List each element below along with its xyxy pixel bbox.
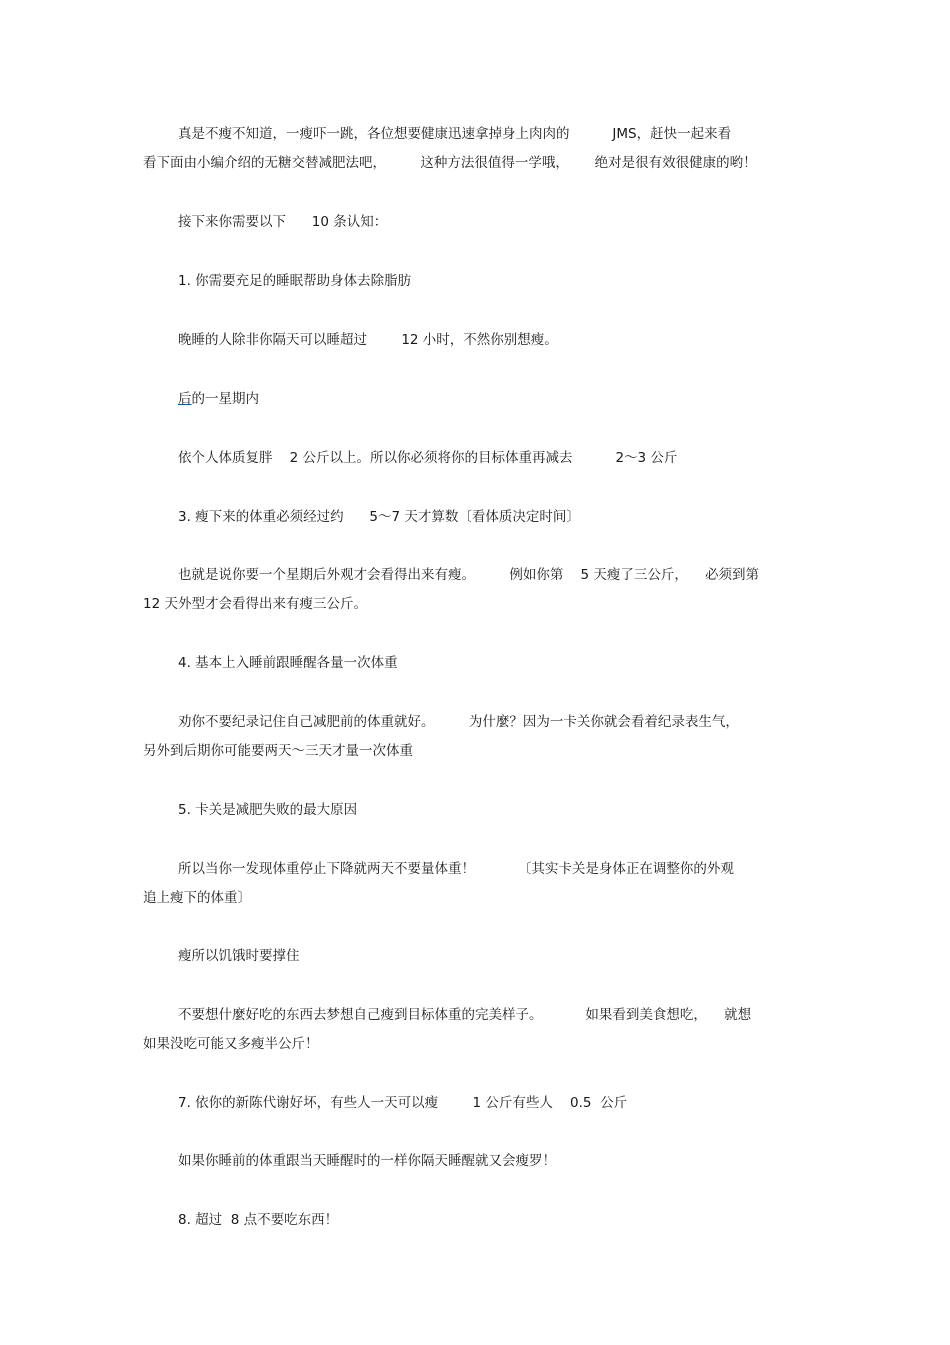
paragraph-line: 依个人体质复胖 2 公斤以上。所以你必须将你的目标体重再减去 2～3 公斤 — [178, 450, 678, 466]
paragraph-line: 不要想什麼好吃的东西去梦想自己瘦到目标体重的完美样子。 如果看到美食想吃， 就想 — [178, 1007, 752, 1023]
paragraph-line: 4. 基本上入睡前跟睡醒各量一次体重 — [178, 655, 398, 671]
paragraph-line: 也就是说你要一个星期后外观才会看得出来有瘦。 例如你第 5 天瘦了三公斤， 必须到第 — [178, 567, 760, 583]
paragraph-line: 真是不瘦不知道，一瘦吓一跳，各位想要健康迅速拿掉身上肉肉的 JMS，赶快一起来看 — [178, 126, 732, 142]
paragraph-line: 如果你睡前的体重跟当天睡醒时的一样你隔天睡醒就又会瘦罗！ — [178, 1153, 556, 1169]
paragraph-line: 后的一星期内 — [178, 391, 259, 407]
paragraph-line: 劝你不要纪录记住自己减肥前的体重就好。 为什麼？因为一卡关你就会看着纪录表生气， — [178, 714, 739, 730]
paragraph-line: 8. 超过 8 点不要吃东西！ — [178, 1212, 339, 1228]
paragraph-line: 接下来你需要以下 10 条认知： — [178, 214, 388, 230]
paragraph-line: 另外到后期你可能要两天～三天才量一次体重 — [143, 743, 413, 759]
paragraph-line: 如果没吃可能又多瘦半公斤！ — [143, 1036, 319, 1052]
paragraph-line: 12 天外型才会看得出来有瘦三公斤。 — [143, 596, 367, 612]
paragraph-line: 晚睡的人除非你隔天可以睡超过 12 小时，不然你别想瘦。 — [178, 332, 558, 348]
paragraph-line: 追上瘦下的体重〕 — [143, 890, 251, 906]
paragraph-line: 1. 你需要充足的睡眠帮助身体去除脂肪 — [178, 273, 412, 289]
paragraph-line: 瘦所以饥饿时要撑住 — [178, 948, 300, 964]
paragraph-line: 看下面由小编介绍的无糖交替减肥法吧， 这种方法很值得一学哦， 绝对是很有效很健康的哟！ — [143, 155, 757, 171]
paragraph-line: 7. 依你的新陈代谢好坏，有些人一天可以瘦 1 公斤有些人 0.5 公斤 — [178, 1095, 628, 1111]
paragraph-line: 所以当你一发现体重停止下降就两天不要量体重！ 〔其实卡关是身体正在调整你的外观 — [178, 861, 734, 877]
paragraph-line: 5. 卡关是减肥失败的最大原因 — [178, 802, 358, 818]
paragraph-line: 3. 瘦下来的体重必须经过约 5～7 天才算数〔看体质决定时间〕 — [178, 509, 580, 525]
